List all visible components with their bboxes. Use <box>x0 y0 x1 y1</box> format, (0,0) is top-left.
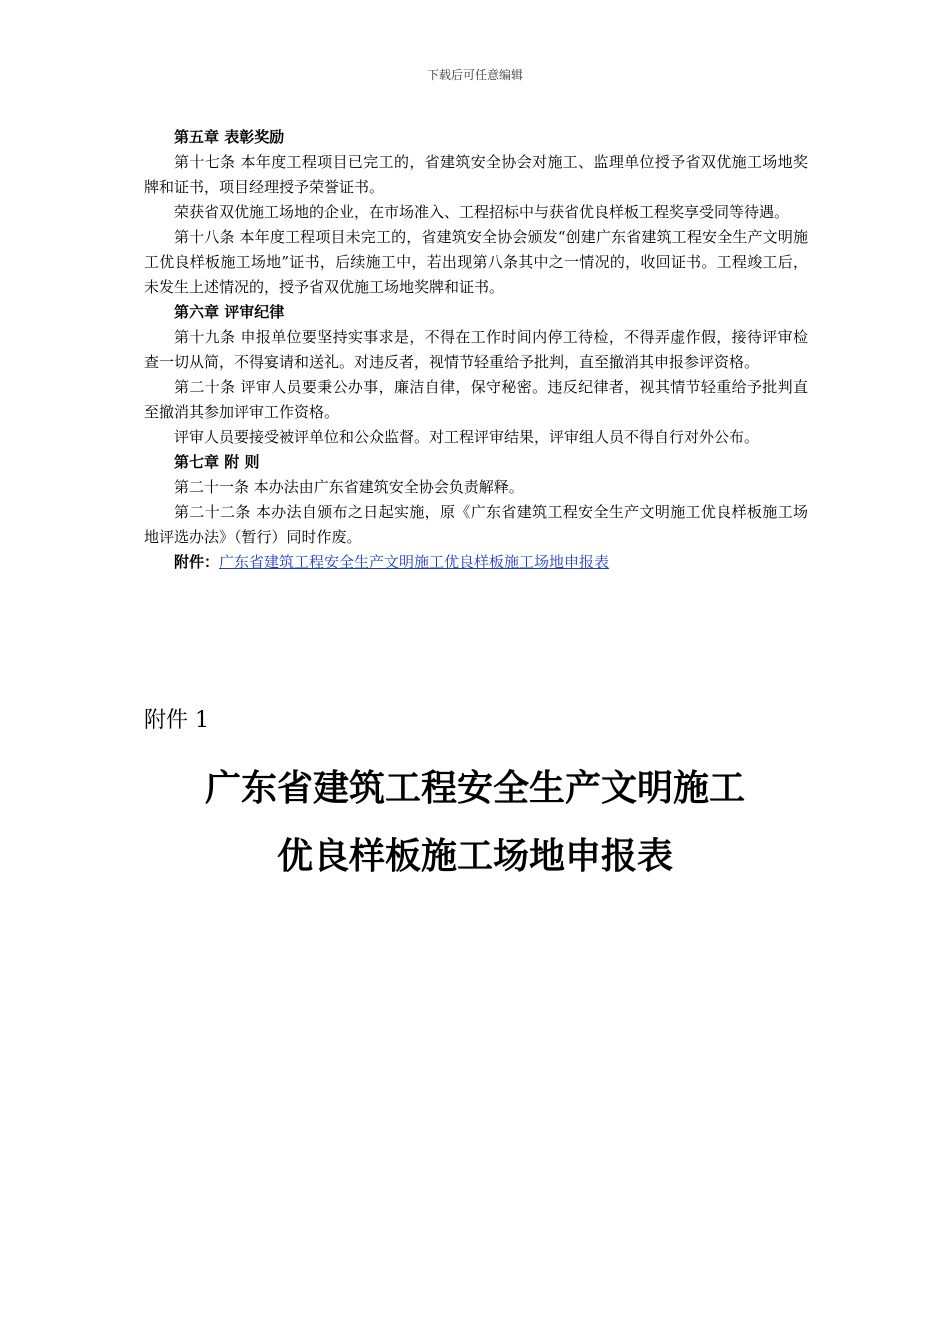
article-18: 第十八条 本年度工程项目未完工的，省建筑安全协会颁发“创建广东省建筑工程安全生产文明施工优良样板施工场地”证书，后续施工中，若出现第八条其中之一情况的，收回证书。工程竣工后，未发生上述情况的，授予省双优施工场地奖牌和证书。 <box>144 228 808 296</box>
article-17-supplement: 荣获省双优施工场地的企业，在市场准入、工程招标中与获省优良样板工程奖享受同等待遇。 <box>174 203 790 221</box>
article-20-supplement: 评审人员要接受被评单位和公众监督。对工程评审结果，评审组人员不得自行对外公布。 <box>174 428 760 446</box>
attachment-line <box>144 550 808 575</box>
article-22: 第二十二条 本办法自颁布之日起实施，原《广东省建筑工程安全生产文明施工优良样板施工场地评选办法》（暂行）同时作废。 <box>144 503 808 546</box>
article-20: 第二十条 评审人员要秉公办事，廉洁自律，保守秘密。违反纪律者，视其情节轻重给予批判直至撤消其参加评审工作资格。 <box>144 378 808 421</box>
form-title-line-1: 广东省建筑工程安全生产文明施工 <box>204 768 745 809</box>
chapter-5-title: 第五章 表彰奖励 <box>174 128 285 146</box>
annex-label: 附件 1 <box>144 708 209 733</box>
attachment-link[interactable]: 广东省建筑工程安全生产文明施工优良样板施工场地申报表 <box>219 553 610 571</box>
page-header-note: 下载后可任意编辑 <box>426 68 523 82</box>
attachment-label: 附件： <box>174 553 220 571</box>
article-21: 第二十一条 本办法由广东省建筑安全协会负责解释。 <box>174 478 524 496</box>
article-17: 第十七条 本年度工程项目已完工的，省建筑安全协会对施工、监理单位授予省双优施工场地奖牌和证书，项目经理授予荣誉证书。 <box>144 153 808 196</box>
document-body <box>144 125 808 575</box>
chapter-7-title: 第七章 附 则 <box>174 453 260 471</box>
article-19: 第十九条 申报单位要坚持实事求是，不得在工作时间内停工待检，不得弄虚作假，接待评审检查一切从简，不得宴请和送礼。对违反者，视情节轻重给予批判，直至撤消其申报参评资格。 <box>144 328 808 371</box>
form-title <box>0 755 950 891</box>
form-title-line-2: 优良样板施工场地申报表 <box>276 836 673 877</box>
chapter-6-title: 第六章 评审纪律 <box>174 303 285 321</box>
